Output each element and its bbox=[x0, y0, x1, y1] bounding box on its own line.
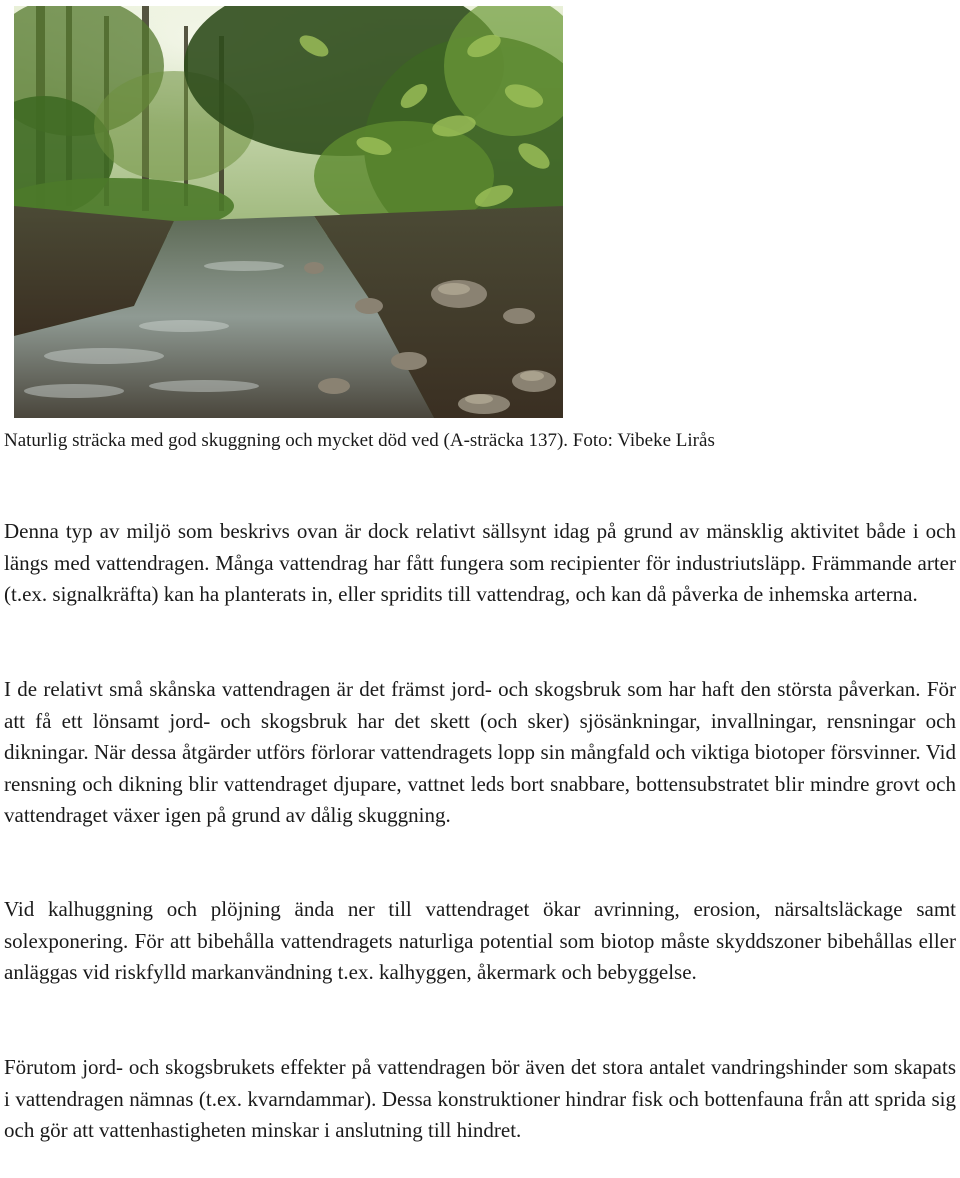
body-paragraph-3: Vid kalhuggning och plöjning ända ner till vattendraget ökar avrinning, erosion, närsaltsläckage samt solexponering. För att bibehålla vattendragets naturliga potential som biotop måste skyddszoner bibehållas eller anläggas vid riskfylld markanvändning t.ex. kalhyggen, åkermark och bebyggelse. bbox=[4, 897, 956, 984]
body-paragraph-4: Förutom jord- och skogsbrukets effekter på vattendragen bör även det stora antalet vandringshinder som skapats i vattendragen nämnas (t.ex. kvarndammar). Dessa konstruktioner hindrar fisk och bottenfauna från att sprida sig och gör att vattenhastigheten minskar i anslutning till hindret. bbox=[4, 1055, 956, 1142]
body-paragraph-1: Denna typ av miljö som beskrivs ovan är dock relativt sällsynt idag på grund av mänsklig aktivitet både i och längs med vattendragen. Många vattendrag har fått fungera som recipienter för industriutsläpp. Främmande arter (t.ex. signalkräfta) kan ha planterats in, eller spridits till vattendrag, och kan då påverka de inhemska arterna. bbox=[4, 519, 956, 606]
forest-stream-photo bbox=[14, 6, 563, 418]
body-paragraph-2: I de relativt små skånska vattendragen är det främst jord- och skogsbruk som har haft den största påverkan. För att få ett lönsamt jord- och skogsbruk har det skett (och sker) sjösänkningar, invallningar, rensningar och dikningar. När dessa åtgärder utförs förlorar vattendragets lopp sin mångfald och viktiga biotoper försvinner. Vid rensning och dikning blir vattendraget djupare, vattnet leds bort snabbare, bottensubstratet blir mindre grovt och vattendraget växer igen på grund av dålig skuggning. bbox=[4, 677, 956, 827]
photo-caption: Naturlig sträcka med god skuggning och mycket död ved (A-sträcka 137). Foto: Vibeke Lirås bbox=[4, 430, 715, 451]
